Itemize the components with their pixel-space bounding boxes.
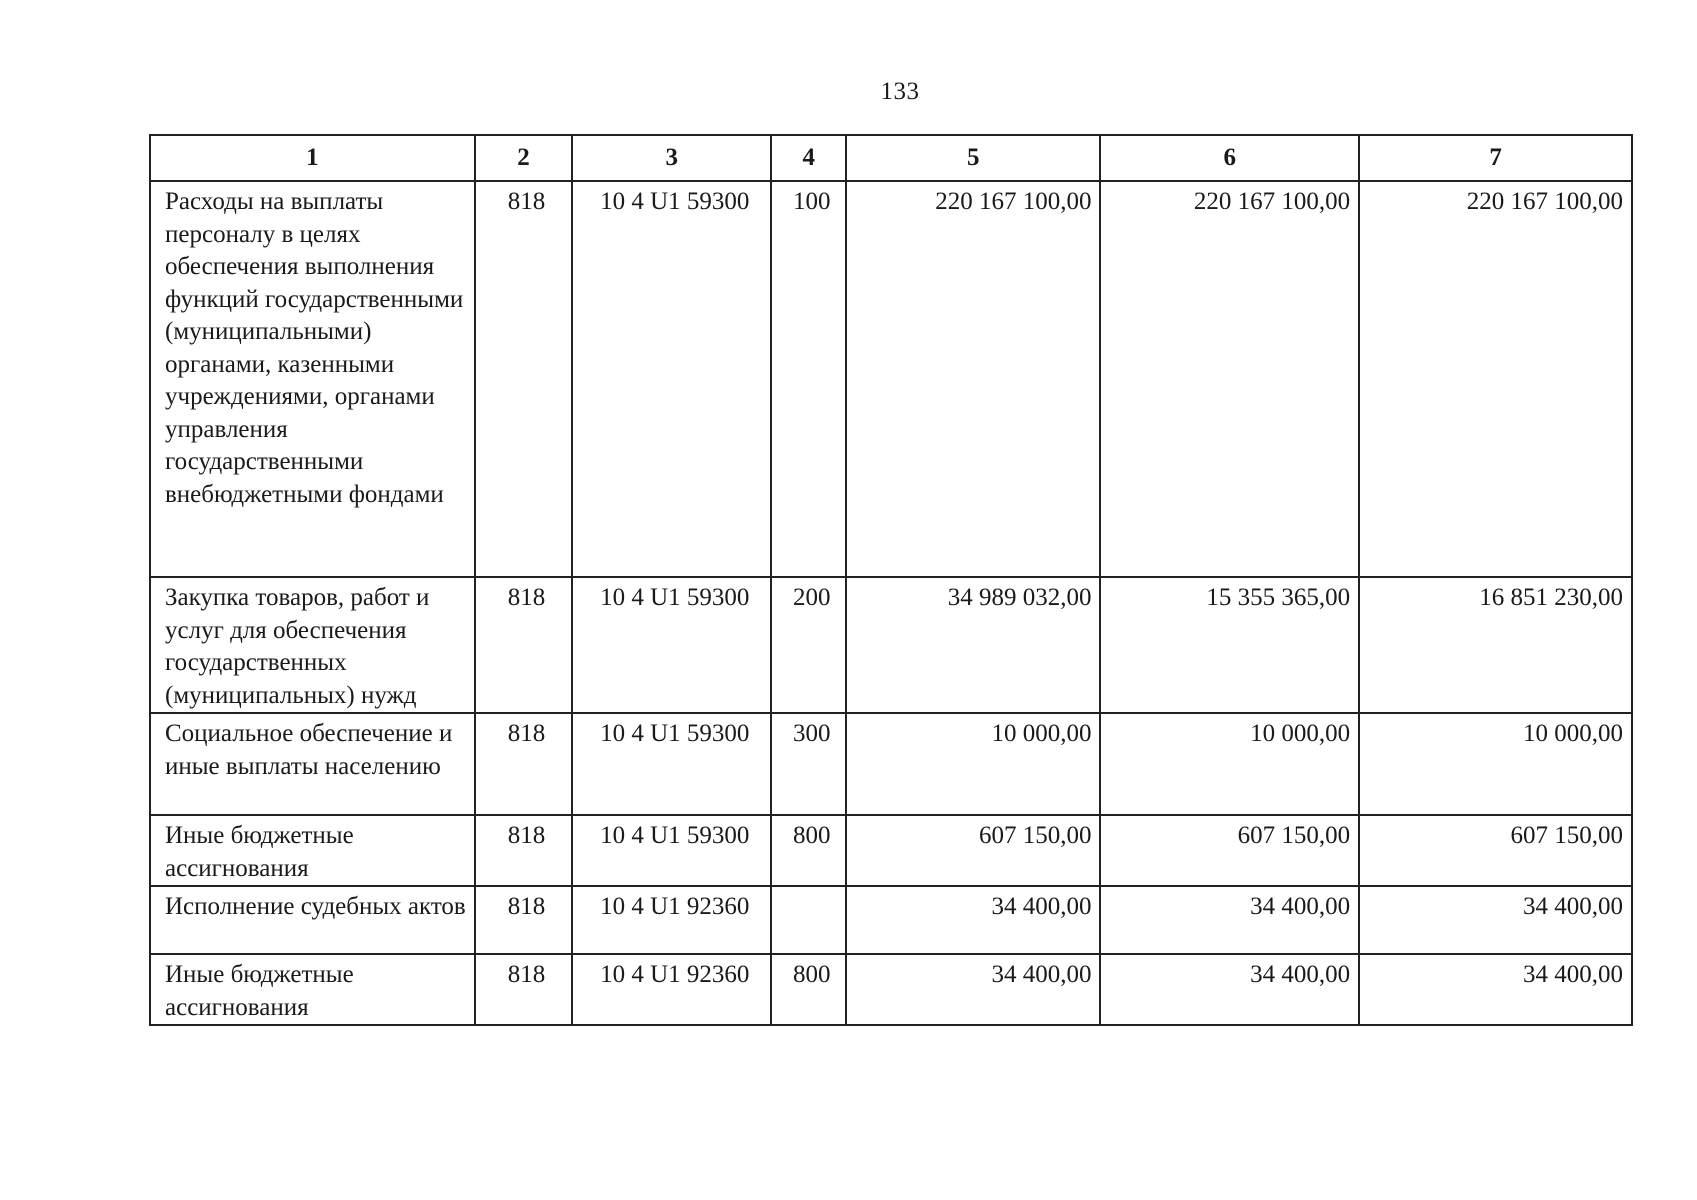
- row-sum3-cell: 607 150,00: [1359, 815, 1632, 886]
- row-name-cell: Расходы на выплаты персоналу в целях обеспечения выполнения функций государственными (муниципальными) органами, казенными учреждениями, органами управления государственными внебюджетными фондами: [150, 181, 475, 577]
- row-vr-cell: 300: [771, 713, 846, 815]
- table-row: [150, 577, 1632, 713]
- row-gr-cell: 818: [475, 577, 572, 713]
- row-vr-cell: 800: [771, 954, 846, 1025]
- table-row: [150, 886, 1632, 954]
- row-csr-cell: 10 4 U1 59300: [572, 815, 771, 886]
- row-sum1-cell: 34 400,00: [846, 886, 1100, 954]
- header-cell-1: 1: [150, 135, 475, 181]
- row-sum1-cell: 34 400,00: [846, 954, 1100, 1025]
- header-cell-3: 3: [572, 135, 771, 181]
- row-vr-cell: [771, 886, 846, 954]
- row-sum1-cell: 220 167 100,00: [846, 181, 1100, 577]
- header-cell-5: 5: [846, 135, 1100, 181]
- row-sum2-cell: 607 150,00: [1100, 815, 1359, 886]
- table-row: [150, 181, 1632, 577]
- table-row: [150, 954, 1632, 1025]
- row-gr-cell: 818: [475, 713, 572, 815]
- row-gr-cell: 818: [475, 181, 572, 577]
- row-csr-cell: 10 4 U1 92360: [572, 886, 771, 954]
- row-sum3-cell: 220 167 100,00: [1359, 181, 1632, 577]
- row-sum3-cell: 16 851 230,00: [1359, 577, 1632, 713]
- row-sum1-cell: 607 150,00: [846, 815, 1100, 886]
- row-sum2-cell: 220 167 100,00: [1100, 181, 1359, 577]
- budget-table: [149, 134, 1633, 1026]
- row-sum3-cell: 10 000,00: [1359, 713, 1632, 815]
- row-name-cell: Социальное обеспечение и иные выплаты населению: [150, 713, 475, 815]
- row-name-cell: Иные бюджетные ассигнования: [150, 815, 475, 886]
- row-sum2-cell: 34 400,00: [1100, 954, 1359, 1025]
- table-row: [150, 713, 1632, 815]
- header-row: [150, 135, 1632, 181]
- row-name-cell: Иные бюджетные ассигнования: [150, 954, 475, 1025]
- row-vr-cell: 800: [771, 815, 846, 886]
- row-sum2-cell: 15 355 365,00: [1100, 577, 1359, 713]
- row-csr-cell: 10 4 U1 59300: [572, 577, 771, 713]
- row-sum2-cell: 10 000,00: [1100, 713, 1359, 815]
- table-row: [150, 815, 1632, 886]
- row-sum3-cell: 34 400,00: [1359, 886, 1632, 954]
- row-csr-cell: 10 4 U1 59300: [572, 713, 771, 815]
- row-gr-cell: 818: [475, 886, 572, 954]
- header-cell-2: 2: [475, 135, 572, 181]
- row-name-cell: Закупка товаров, работ и услуг для обеспечения государственных (муниципальных) нужд: [150, 577, 475, 713]
- row-sum2-cell: 34 400,00: [1100, 886, 1359, 954]
- table-body: [150, 181, 1632, 1025]
- header-cell-6: 6: [1100, 135, 1359, 181]
- row-vr-cell: 200: [771, 577, 846, 713]
- row-gr-cell: 818: [475, 954, 572, 1025]
- row-csr-cell: 10 4 U1 59300: [572, 181, 771, 577]
- row-csr-cell: 10 4 U1 92360: [572, 954, 771, 1025]
- row-sum1-cell: 10 000,00: [846, 713, 1100, 815]
- row-gr-cell: 818: [475, 815, 572, 886]
- row-vr-cell: 100: [771, 181, 846, 577]
- row-name-cell: Исполнение судебных актов: [150, 886, 475, 954]
- page-number: 133: [880, 78, 920, 105]
- row-sum3-cell: 34 400,00: [1359, 954, 1632, 1025]
- header-cell-4: 4: [771, 135, 846, 181]
- table-header: [150, 135, 1632, 181]
- header-cell-7: 7: [1359, 135, 1632, 181]
- row-sum1-cell: 34 989 032,00: [846, 577, 1100, 713]
